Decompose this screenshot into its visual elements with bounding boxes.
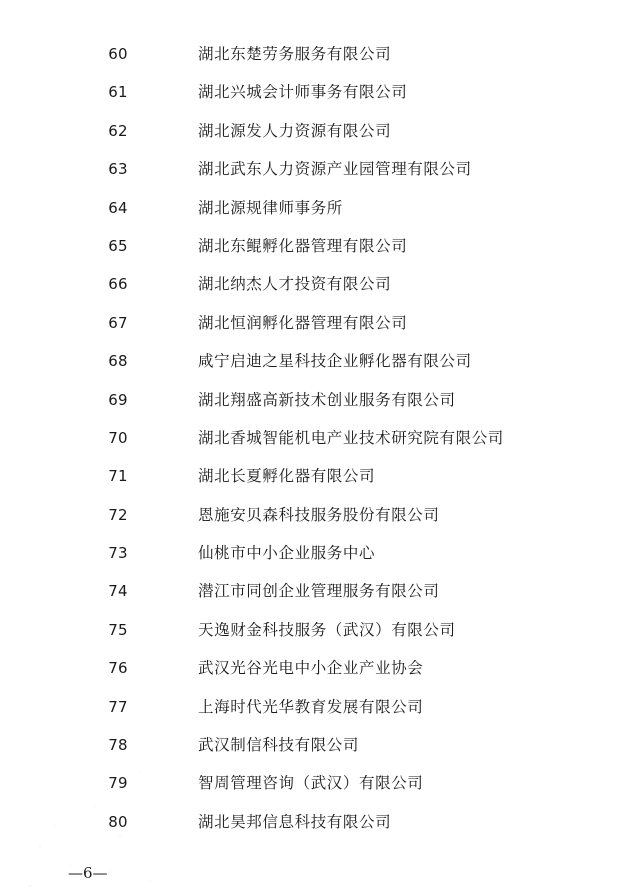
entry-name: 湖北兴城会计师事务有限公司 bbox=[198, 83, 408, 102]
entry-name: 恩施安贝森科技服务股份有限公司 bbox=[198, 505, 440, 524]
list-item bbox=[0, 150, 628, 188]
entry-number: 76 bbox=[108, 659, 128, 678]
entry-name: 武汉制信科技有限公司 bbox=[198, 736, 360, 755]
list-item bbox=[0, 112, 628, 150]
entry-number: 63 bbox=[108, 160, 128, 179]
list-item bbox=[0, 73, 628, 111]
entry-number: 75 bbox=[108, 620, 128, 639]
entry-name: 湖北恒润孵化器管理有限公司 bbox=[198, 313, 408, 332]
list-item bbox=[0, 342, 628, 380]
entry-number: 78 bbox=[108, 736, 128, 755]
entry-number: 64 bbox=[108, 198, 128, 217]
entry-name: 湖北翔盛高新技术创业服务有限公司 bbox=[198, 390, 456, 409]
entry-number: 74 bbox=[108, 582, 128, 601]
list-item bbox=[0, 35, 628, 73]
entry-name: 上海时代光华教育发展有限公司 bbox=[198, 697, 424, 716]
entry-number: 72 bbox=[108, 505, 128, 524]
company-list bbox=[0, 35, 628, 841]
entry-name: 湖北源规律师事务所 bbox=[198, 198, 343, 217]
entry-number: 62 bbox=[108, 121, 128, 140]
entry-name: 潜江市同创企业管理服务有限公司 bbox=[198, 582, 440, 601]
list-item bbox=[0, 764, 628, 802]
list-item bbox=[0, 649, 628, 687]
list-item bbox=[0, 688, 628, 726]
entry-name: 天逸财金科技服务（武汉）有限公司 bbox=[198, 620, 456, 639]
entry-number: 73 bbox=[108, 544, 128, 563]
list-item bbox=[0, 496, 628, 534]
entry-number: 69 bbox=[108, 390, 128, 409]
entry-name: 仙桃市中小企业服务中心 bbox=[198, 544, 376, 563]
list-item bbox=[0, 726, 628, 764]
entry-name: 湖北东楚劳务服务有限公司 bbox=[198, 45, 392, 63]
list-item bbox=[0, 381, 628, 419]
entry-name: 咸宁启迪之星科技企业孵化器有限公司 bbox=[198, 352, 472, 371]
entry-number: 67 bbox=[108, 313, 128, 332]
entry-number: 71 bbox=[108, 467, 128, 486]
entry-name: 湖北东鲲孵化器管理有限公司 bbox=[198, 236, 408, 255]
entry-name: 武汉光谷光电中小企业产业协会 bbox=[198, 659, 424, 678]
list-item bbox=[0, 611, 628, 649]
list-item bbox=[0, 534, 628, 572]
entry-name: 湖北香城智能机电产业技术研究院有限公司 bbox=[198, 428, 504, 447]
entry-name: 湖北长夏孵化器有限公司 bbox=[198, 467, 376, 486]
entry-number: 77 bbox=[108, 697, 128, 716]
entry-name: 湖北纳杰人才投资有限公司 bbox=[198, 275, 392, 294]
entry-number: 68 bbox=[108, 352, 128, 371]
entry-name: 湖北武东人力资源产业园管理有限公司 bbox=[198, 160, 472, 179]
list-item bbox=[0, 227, 628, 265]
page-number: —6— bbox=[68, 864, 108, 882]
entry-number: 66 bbox=[108, 275, 128, 294]
list-item bbox=[0, 803, 628, 841]
entry-number: 70 bbox=[108, 428, 128, 447]
list-item bbox=[0, 189, 628, 227]
entry-number: 80 bbox=[108, 812, 128, 831]
entry-number: 60 bbox=[108, 45, 128, 63]
list-item bbox=[0, 572, 628, 610]
entry-name: 湖北昊邦信息科技有限公司 bbox=[198, 812, 392, 831]
list-item bbox=[0, 265, 628, 303]
list-item bbox=[0, 419, 628, 457]
entry-number: 61 bbox=[108, 83, 128, 102]
entry-name: 湖北源发人力资源有限公司 bbox=[198, 121, 392, 140]
list-item bbox=[0, 304, 628, 342]
entry-number: 65 bbox=[108, 236, 128, 255]
list-item bbox=[0, 457, 628, 495]
entry-name: 智周管理咨询（武汉）有限公司 bbox=[198, 774, 424, 793]
entry-number: 79 bbox=[108, 774, 128, 793]
